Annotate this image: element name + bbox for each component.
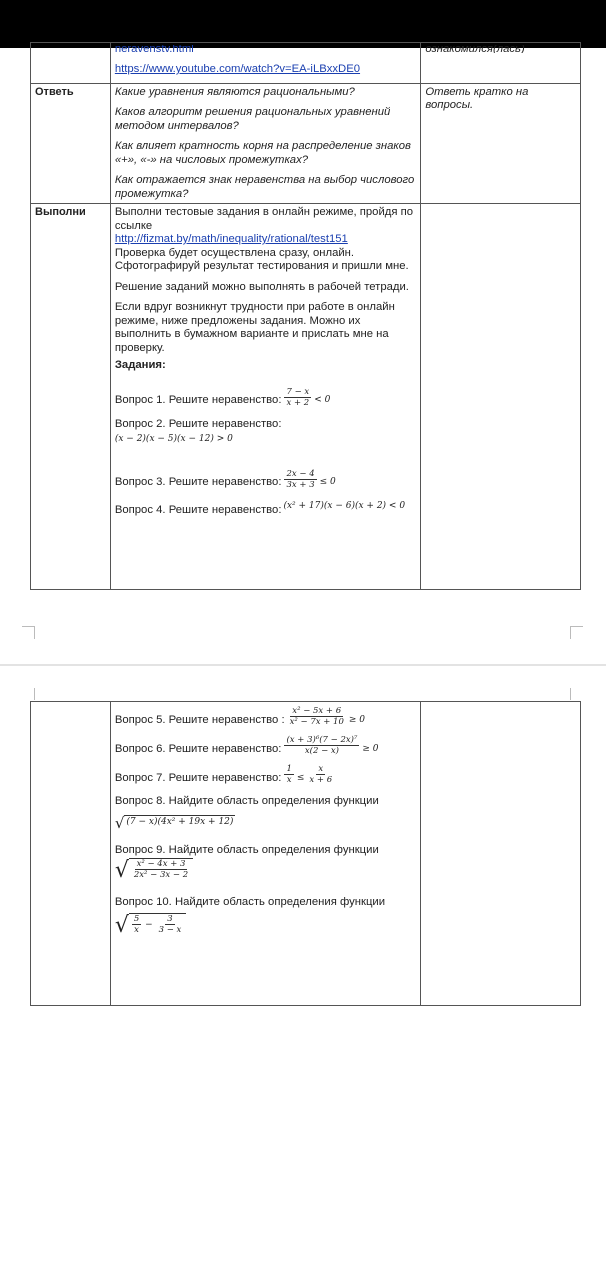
table-row-tasks bbox=[31, 702, 581, 1006]
status-bar bbox=[0, 0, 606, 48]
question-2 bbox=[115, 418, 417, 447]
acquainted-text: ознакомился(лась) bbox=[425, 45, 525, 53]
question-2-text: Вопрос 2. Решите неравенство: bbox=[114, 417, 282, 430]
question-5 bbox=[115, 706, 417, 727]
fraction-numerator: 1 bbox=[286, 764, 292, 774]
document-page-2 bbox=[0, 668, 606, 1048]
page-separator bbox=[0, 664, 606, 666]
tasks-cell bbox=[110, 204, 421, 590]
question-7-right-fraction bbox=[307, 764, 334, 785]
question-8-root bbox=[115, 815, 236, 831]
question-9-text: Вопрос 9. Найдите область определения функции bbox=[114, 844, 379, 856]
question-1-fraction bbox=[284, 387, 311, 408]
sqrt-icon: √ bbox=[114, 813, 125, 832]
fraction-denominator: x² − 7x + 10 bbox=[289, 717, 344, 727]
question-9 bbox=[115, 844, 417, 884]
question-8 bbox=[115, 795, 417, 832]
youtube-link[interactable]: https://www.youtube.com/watch?v=EA-iLBxxDE0 bbox=[114, 63, 361, 75]
theory-question-3: Как влияет кратность корня на распределение знаков «+», «-» на числовых промежутках? bbox=[114, 140, 411, 166]
page-corner-mark bbox=[570, 626, 583, 639]
question-3-relation: ≤ 0 bbox=[319, 477, 336, 487]
fraction-denominator: 2x² − 3x − 2 bbox=[133, 869, 189, 880]
theory-question-2: Каков алгоритм решения рациональных уравнений методом интервалов? bbox=[114, 106, 391, 132]
check-text: Проверка будет осуществлена сразу, онлайн. Сфотографируй результат тестирования и пришли мне. bbox=[114, 246, 409, 272]
question-9-fraction bbox=[132, 859, 190, 880]
tasks-heading: Задания: bbox=[114, 359, 166, 371]
question-5-text: Вопрос 5. Решите неравенство : bbox=[114, 713, 285, 726]
fraction-denominator: 3 − x bbox=[158, 925, 182, 935]
question-10 bbox=[115, 896, 417, 940]
question-3-fraction bbox=[284, 469, 316, 490]
empty-cell bbox=[31, 702, 111, 1006]
notebook-text: Решение заданий можно выполнять в рабочей тетради. bbox=[114, 280, 409, 293]
question-7-left-fraction bbox=[284, 764, 293, 785]
question-3-text: Вопрос 3. Решите неравенство: bbox=[114, 476, 282, 488]
empty-cell bbox=[421, 204, 581, 590]
answer-label: Ответь bbox=[31, 83, 111, 204]
fraction-numerator: 3 bbox=[167, 914, 173, 924]
fraction-numerator: 5 bbox=[133, 914, 140, 924]
table-row-do bbox=[31, 204, 581, 590]
question-1 bbox=[115, 387, 417, 408]
tasks-cell-continued bbox=[110, 702, 421, 1006]
table-row-links bbox=[31, 43, 581, 84]
fraction-numerator: x² − 4x + 3 bbox=[136, 858, 186, 869]
theory-question-4: Как отражается знак неравенства на выбор числового промежутка? bbox=[114, 174, 415, 200]
question-6 bbox=[115, 735, 417, 756]
document-page-1 bbox=[0, 45, 606, 640]
answer-note: Ответь кратко на вопросы. bbox=[421, 83, 581, 204]
fraction-numerator: x² − 5x + 6 bbox=[292, 706, 342, 716]
question-10-right-fraction bbox=[157, 914, 184, 935]
fraction-denominator: x bbox=[286, 775, 292, 785]
intro-text: Выполни тестовые задания в онлайн режиме, пройдя по ссылке bbox=[114, 206, 414, 232]
question-1-text: Вопрос 1. Решите неравенство: bbox=[114, 394, 282, 406]
status-cell bbox=[421, 43, 581, 84]
question-6-text: Вопрос 6. Решите неравенство: bbox=[114, 742, 282, 755]
root-radicand bbox=[129, 858, 193, 880]
links-cell bbox=[110, 43, 421, 84]
fraction-denominator: x + 6 bbox=[309, 775, 333, 785]
question-6-relation: ≥ 0 bbox=[362, 743, 379, 754]
do-label: Выполни bbox=[31, 204, 111, 590]
lesson-table bbox=[30, 42, 581, 590]
question-9-root bbox=[115, 858, 193, 884]
theory-question-1: Какие уравнения являются рациональными? bbox=[114, 85, 355, 98]
question-8-text: Вопрос 8. Найдите область определения функции bbox=[114, 795, 379, 807]
empty-cell bbox=[421, 702, 581, 1006]
question-10-root bbox=[115, 913, 186, 939]
question-10-left-fraction bbox=[132, 914, 141, 935]
question-6-fraction bbox=[284, 735, 359, 756]
empty-cell bbox=[31, 43, 111, 84]
fraction-numerator: x bbox=[318, 764, 324, 774]
page-corner-mark bbox=[34, 688, 35, 700]
question-8-expression: (7 − x)(4x² + 19x + 12) bbox=[126, 816, 234, 827]
question-4-expression: (x² + 17)(x − 6)(x + 2) < 0 bbox=[283, 500, 406, 511]
table-row-answer bbox=[31, 83, 581, 204]
question-3 bbox=[115, 469, 417, 490]
fraction-denominator: x(2 − x) bbox=[304, 746, 339, 756]
fraction-denominator: 3x + 3 bbox=[286, 479, 315, 490]
question-4-text: Вопрос 4. Решите неравенство: bbox=[114, 503, 282, 516]
page-corner-mark bbox=[22, 626, 35, 639]
questions-cell bbox=[110, 83, 421, 204]
question-5-relation: ≥ 0 bbox=[348, 714, 366, 725]
cut-link[interactable]: neravenstv.html bbox=[114, 45, 194, 53]
fraction-numerator: 7 − x bbox=[286, 386, 310, 397]
trouble-text: Если вдруг возникнут трудности при работе в онлайн режиме, ниже предложены задания. Можно их выполнить в бумажном варианте и прислать мне на проверку. bbox=[114, 301, 395, 354]
fraction-numerator: (x + 3)⁶(7 − 2x)⁷ bbox=[286, 735, 358, 745]
question-10-text: Вопрос 10. Найдите область определения функции bbox=[114, 895, 386, 908]
question-5-fraction bbox=[288, 706, 346, 727]
sqrt-icon: √ bbox=[114, 857, 129, 883]
fraction-denominator: x + 2 bbox=[286, 397, 310, 408]
question-7-text: Вопрос 7. Решите неравенство: bbox=[114, 771, 282, 784]
fraction-numerator: 2x − 4 bbox=[286, 468, 315, 479]
minus-sign: − bbox=[145, 920, 153, 930]
page-corner-mark bbox=[570, 688, 571, 700]
question-4 bbox=[115, 500, 417, 518]
question-7-relation: ≤ bbox=[296, 772, 305, 783]
fraction-denominator: x bbox=[134, 925, 139, 935]
sqrt-icon: √ bbox=[114, 913, 129, 938]
question-1-relation: < 0 bbox=[314, 395, 331, 405]
test-link[interactable]: http://fizmat.by/math/inequality/rational/test151 bbox=[114, 233, 348, 245]
tasks-table-continued bbox=[30, 701, 581, 1006]
root-radicand bbox=[129, 913, 186, 935]
question-2-expression: (x − 2)(x − 5)(x − 12) > 0 bbox=[114, 434, 233, 444]
question-7 bbox=[115, 764, 417, 785]
